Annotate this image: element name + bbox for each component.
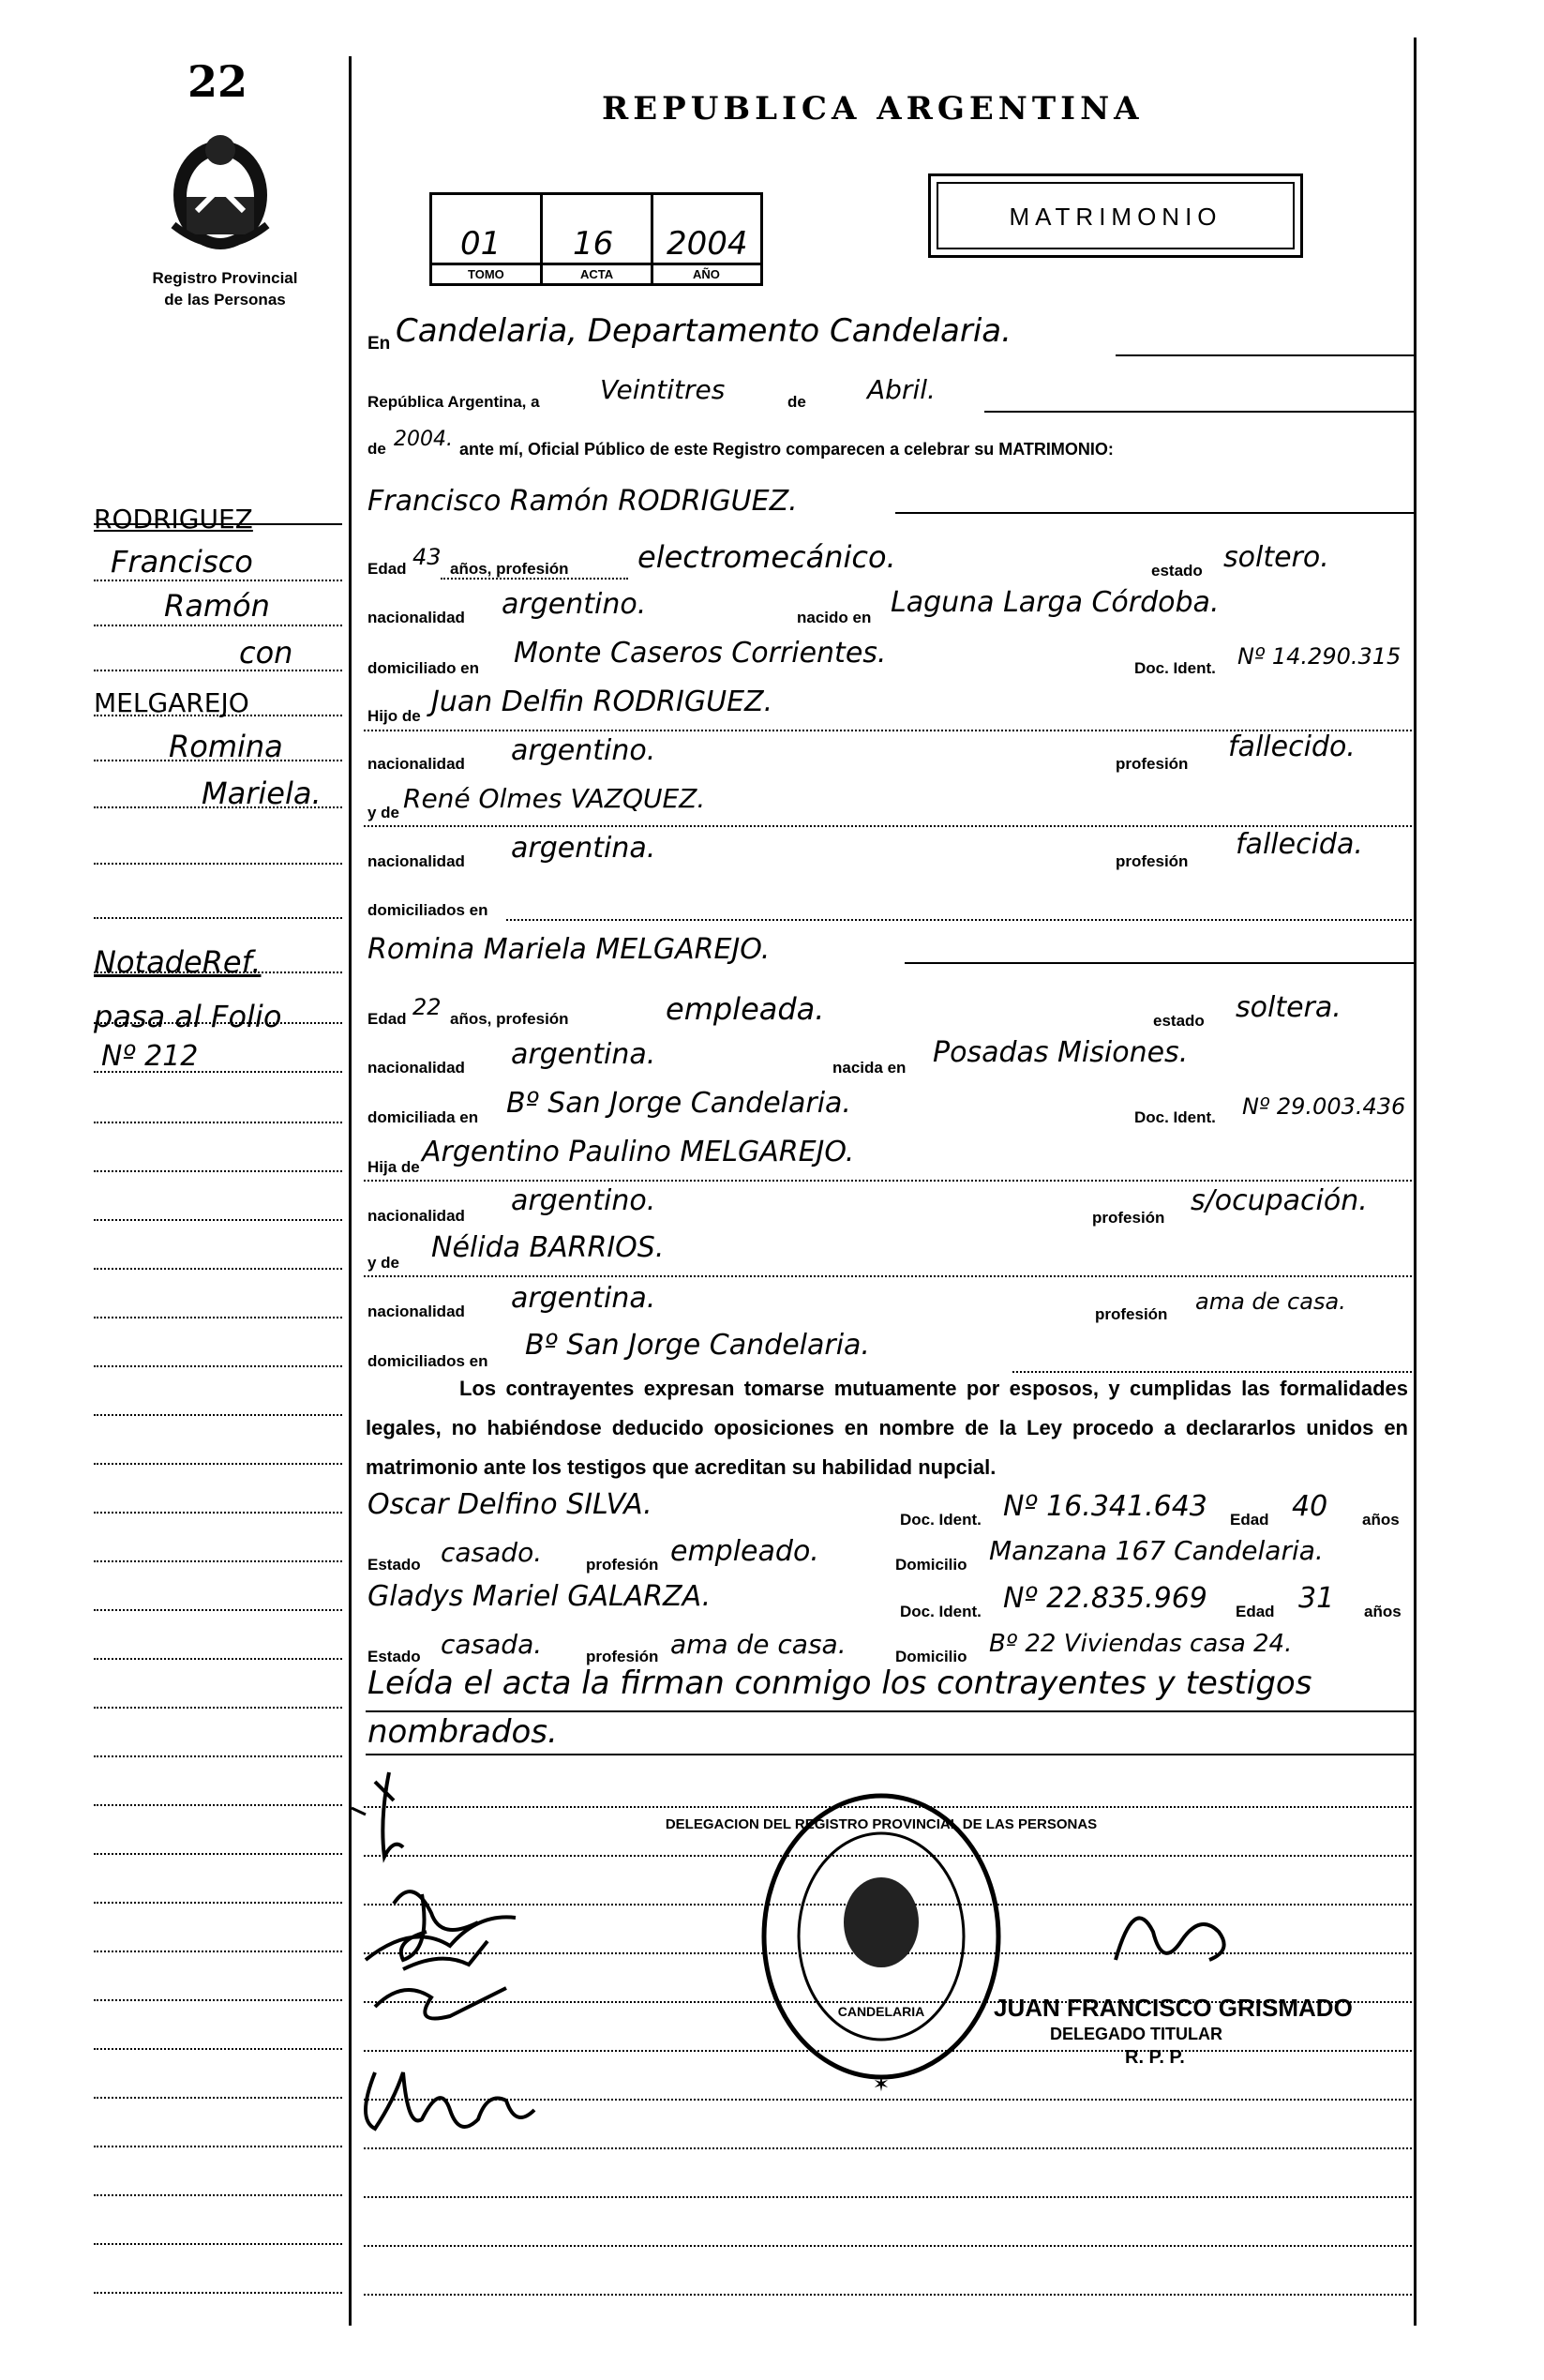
witness1-status: casado. (441, 1537, 543, 1568)
month-text: Abril. (867, 374, 936, 405)
groom-birthplace: Laguna Larga Córdoba. (891, 586, 1220, 619)
groom-edad-label: Edad (367, 560, 407, 578)
groom-mother-prof: fallecida. (1236, 828, 1363, 861)
groom-dom-label: domiciliado en (367, 659, 480, 677)
groom-father-nat: argentino. (511, 734, 656, 767)
right-border-line (1414, 38, 1417, 2326)
seal-inner-text: CANDELARIA (837, 2004, 925, 2019)
groom-mother-nat: argentina. (511, 832, 656, 865)
acta-value: 16 (573, 225, 614, 263)
bride-mother-prof: ama de casa. (1195, 1288, 1346, 1315)
groom-nacido-label: nacido en (797, 609, 872, 626)
officer-title: DELEGADO TITULAR (1050, 2025, 1222, 2043)
de-label-1: de (787, 393, 806, 411)
witness2-doc-label: Doc. Ident. (900, 1603, 982, 1620)
witness1-name: Oscar Delfino SILVA. (367, 1488, 652, 1521)
bride-nac-label: nacionalidad (367, 1059, 465, 1077)
bride-father: Argentino Paulino MELGAREJO. (422, 1136, 855, 1168)
bride-address: Bº San Jorge Candelaria. (506, 1087, 851, 1120)
margin-note3: Nº 212 (101, 1040, 199, 1073)
doc-type-title: MATRIMONIO (1009, 203, 1222, 231)
bride-father-nat-label: nacionalidad (367, 1207, 465, 1225)
bride-mother-nat-label: nacionalidad (367, 1303, 465, 1320)
officer-signature (1106, 1875, 1256, 1993)
witness1-dom-label: Domicilio (895, 1556, 967, 1574)
place-text: Candelaria, Departamento Candelaria. (396, 312, 1012, 350)
year-text: 2004. (394, 428, 453, 451)
svg-text:✶: ✶ (872, 2072, 891, 2096)
de-label-2: de (367, 440, 386, 458)
bride-yde-label: y de (367, 1254, 400, 1272)
tomo-value: 01 (460, 225, 502, 263)
groom-mother-nat-label: nacionalidad (367, 852, 465, 870)
witness2-status: casada. (441, 1629, 543, 1660)
margin-name2b: Mariela. (202, 776, 322, 811)
bride-estado-label: estado (1153, 1012, 1205, 1030)
groom-father-nat-label: nacionalidad (367, 755, 465, 773)
signatures (337, 1763, 675, 2180)
witness1-doc: Nº 16.341.643 (1003, 1490, 1207, 1523)
registry-line2: de las Personas (164, 291, 286, 309)
groom-name: Francisco Ramón RODRIGUEZ. (367, 485, 798, 518)
bride-doc: Nº 29.003.436 (1242, 1093, 1406, 1120)
tomo-label: TOMO (468, 267, 504, 281)
closing-line1: Leída el acta la firman conmigo los contrayentes y testigos (367, 1664, 1312, 1702)
witness1-profession: empleado. (670, 1535, 819, 1568)
country-title: REPUBLICA ARGENTINA (602, 90, 1144, 128)
witness1-prof-label: profesión (586, 1556, 659, 1574)
officer-abbr: R. P. P. (1125, 2047, 1185, 2068)
margin-note1: NotadeRef. (94, 944, 262, 980)
groom-address: Monte Caseros Corrientes. (514, 637, 887, 670)
witness1-address: Manzana 167 Candelaria. (989, 1535, 1324, 1566)
margin-note2: pasa al Folio (94, 999, 282, 1034)
witness1-estado-label: Estado (367, 1556, 421, 1574)
acta-label: ACTA (580, 267, 614, 281)
declaration-text: Los contrayentes expresan tomarse mutuamente por esposos, y cumplidas las formalidades legales, no habiéndose deducido oposiciones en nombre de la Ley procedo a declararlos unidos en matrimonio ante los testigos que acreditan su habilidad nupcial. (366, 1377, 1408, 1479)
bride-birthplace: Posadas Misiones. (933, 1036, 1189, 1069)
groom-doc: Nº 14.290.315 (1237, 643, 1402, 670)
witness2-dom-label: Domicilio (895, 1648, 967, 1665)
groom-doc-label: Doc. Ident. (1134, 659, 1216, 677)
bride-nacida-label: nacida en (832, 1059, 907, 1077)
margin-name1a: Francisco (111, 544, 253, 580)
bride-parents-dom-label: domiciliados en (367, 1352, 488, 1370)
republica-label: República Argentina, a (367, 393, 540, 411)
witness2-address: Bº 22 Viviendas casa 24. (989, 1630, 1293, 1658)
groom-anos-label: años, profesión (450, 560, 569, 578)
bride-father-prof-label: profesión (1092, 1209, 1165, 1227)
margin-con: con (239, 635, 293, 670)
doc-type-box (928, 173, 1303, 258)
bride-age: 22 (412, 994, 442, 1020)
margin-name1b: Ramón (164, 588, 270, 624)
margin-name2a: Romina (169, 729, 283, 764)
groom-yde-label: y de (367, 804, 400, 821)
groom-estado-label: estado (1151, 562, 1203, 580)
registry-line1: Registro Provincial (152, 269, 298, 287)
officer-name: JUAN FRANCISCO GRISMADO (994, 1994, 1353, 2022)
witness2-name: Gladys Mariel GALARZA. (367, 1580, 712, 1613)
groom-mother-prof-label: profesión (1116, 852, 1189, 870)
bride-doc-label: Doc. Ident. (1134, 1108, 1216, 1126)
bride-mother-prof-label: profesión (1095, 1305, 1168, 1323)
en-label: En (367, 334, 391, 354)
day-text: Veintitres (600, 374, 726, 405)
bride-parents-address: Bº San Jorge Candelaria. (525, 1329, 870, 1362)
ano-label: AÑO (693, 267, 720, 281)
groom-profession: electromecánico. (637, 539, 896, 575)
bride-nationality: argentina. (511, 1038, 656, 1071)
groom-parents-dom-label: domiciliados en (367, 901, 488, 919)
groom-age: 43 (412, 544, 442, 570)
official-seal (665, 1782, 1098, 2105)
groom-father-prof: fallecido. (1228, 731, 1356, 763)
bride-father-nat: argentino. (511, 1184, 656, 1217)
bride-hija-label: Hija de (367, 1158, 420, 1176)
witness2-doc: Nº 22.835.969 (1003, 1582, 1207, 1615)
page-number: 22 (187, 56, 248, 107)
groom-status: soltero. (1223, 541, 1329, 574)
witness1-age: 40 (1292, 1490, 1328, 1523)
groom-hijo-label: Hijo de (367, 707, 421, 725)
groom-father-prof-label: profesión (1116, 755, 1189, 773)
closing-line2: nombrados. (367, 1713, 558, 1751)
margin-surname2: MELGAREJO (94, 687, 249, 718)
coat-of-arms-logo (159, 122, 281, 267)
witness1-doc-label: Doc. Ident. (900, 1511, 982, 1529)
witness1-edad-label: Edad (1230, 1511, 1269, 1529)
groom-nac-label: nacionalidad (367, 609, 465, 626)
witness1-anos-label: años (1362, 1511, 1400, 1529)
bride-father-prof: s/ocupación. (1191, 1184, 1368, 1217)
witness2-age: 31 (1298, 1582, 1335, 1615)
intro-text: ante mí, Oficial Público de este Registro comparecen a celebrar su MATRIMONIO: (459, 440, 1114, 459)
groom-father: Juan Delfin RODRIGUEZ. (431, 685, 773, 718)
groom-mother: René Olmes VAZQUEZ. (403, 783, 706, 814)
bride-status: soltera. (1236, 991, 1342, 1024)
witness2-profession: ama de casa. (670, 1629, 847, 1660)
bride-edad-label: Edad (367, 1010, 407, 1028)
bride-mother-nat: argentina. (511, 1282, 656, 1315)
bride-profession: empleada. (666, 991, 825, 1027)
witness2-estado-label: Estado (367, 1648, 421, 1665)
margin-surname1: RODRIGUEZ (94, 504, 253, 535)
bride-anos-label: años, profesión (450, 1010, 569, 1028)
witness2-anos-label: años (1364, 1603, 1402, 1620)
record-box (429, 192, 763, 286)
bride-mother: Nélida BARRIOS. (431, 1231, 665, 1264)
seal-outer-text: DELEGACION DEL REGISTRO PROVINCIAL DE LAS PERSONAS (665, 1816, 1098, 1832)
bride-name: Romina Mariela MELGAREJO. (367, 933, 771, 966)
groom-nationality: argentino. (502, 588, 647, 621)
ano-value: 2004 (667, 225, 748, 263)
bride-dom-label: domiciliada en (367, 1108, 479, 1126)
witness2-edad-label: Edad (1236, 1603, 1275, 1620)
witness2-prof-label: profesión (586, 1648, 659, 1665)
